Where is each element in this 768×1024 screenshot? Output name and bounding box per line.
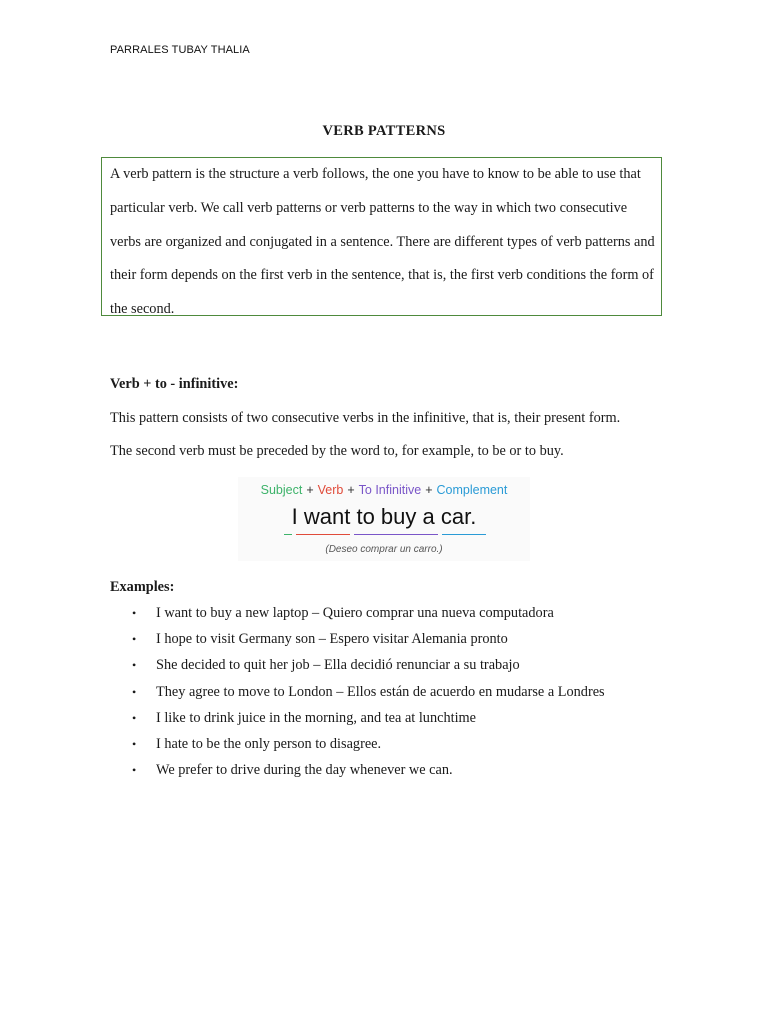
definition-box [101, 157, 662, 316]
formula-plus: + [425, 483, 433, 497]
document-header-author: PARRALES TUBAY THALIA [110, 44, 250, 56]
example-text: We prefer to drive during the day whenever we can. [156, 762, 453, 779]
formula-infinitive: To Infinitive [358, 483, 422, 497]
verb-pattern-diagram [238, 477, 530, 561]
example-text: I hope to visit Germany son – Espero visitar Alemania pronto [156, 631, 508, 648]
complement-underline [442, 534, 486, 535]
section-heading: Verb + to - infinitive: [110, 376, 239, 392]
infinitive-underline [354, 534, 438, 535]
sentence-translation: (Deseo comprar un carro.) [325, 544, 443, 555]
page-title: VERB PATTERNS [322, 123, 446, 139]
example-text: She decided to quit her job – Ella decidió renunciar a su trabajo [156, 657, 520, 674]
example-text: I like to drink juice in the morning, and tea at lunchtime [156, 709, 477, 726]
definition-text: A verb pattern is the structure a verb follows, the one you have to know to be able to use that particular verb. We call verb patterns or verb patterns to the way in which two consecutive verbs are organized and conjugated in a sentence. There are different types of verb patterns and their form depends on the first verb in the sentence, that is, the first verb conditions the form of the second. [110, 166, 655, 318]
pattern-formula [238, 483, 530, 497]
bullet-icon: • [132, 763, 137, 778]
example-text: I want to buy a new laptop – Quiero comprar una nueva computadora [156, 605, 554, 621]
list-item [110, 757, 605, 783]
bullet-icon: • [132, 736, 137, 751]
list-item [110, 679, 605, 705]
examples-list [110, 600, 605, 783]
section-paragraph-1: This pattern consists of two consecutive verbs in the infinitive, that is, their present form. [110, 410, 621, 426]
examples-heading: Examples: [110, 579, 175, 595]
list-item [110, 705, 605, 731]
formula-verb: Verb [317, 483, 344, 497]
example-text: They agree to move to London – Ellos están de acuerdo en mudarse a Londres [156, 683, 605, 700]
formula-complement: Complement [436, 483, 508, 497]
formula-plus: + [347, 483, 355, 497]
bullet-icon: • [132, 632, 137, 647]
list-item [110, 600, 605, 626]
bullet-icon: • [132, 684, 137, 699]
list-item [110, 731, 605, 757]
section-paragraph-2: The second verb must be preceded by the word to, for example, to be or to buy. [110, 443, 564, 459]
bullet-icon: • [132, 658, 137, 673]
example-sentence: I want to buy a car. [291, 504, 477, 529]
subject-underline [284, 534, 292, 535]
list-item [110, 626, 605, 652]
bullet-icon: • [132, 710, 137, 725]
formula-plus: + [306, 483, 314, 497]
example-text: I hate to be the only person to disagree. [156, 735, 382, 752]
verb-underline [296, 534, 350, 535]
formula-subject: Subject [260, 483, 303, 497]
list-item [110, 652, 605, 678]
bullet-icon: • [132, 606, 137, 620]
